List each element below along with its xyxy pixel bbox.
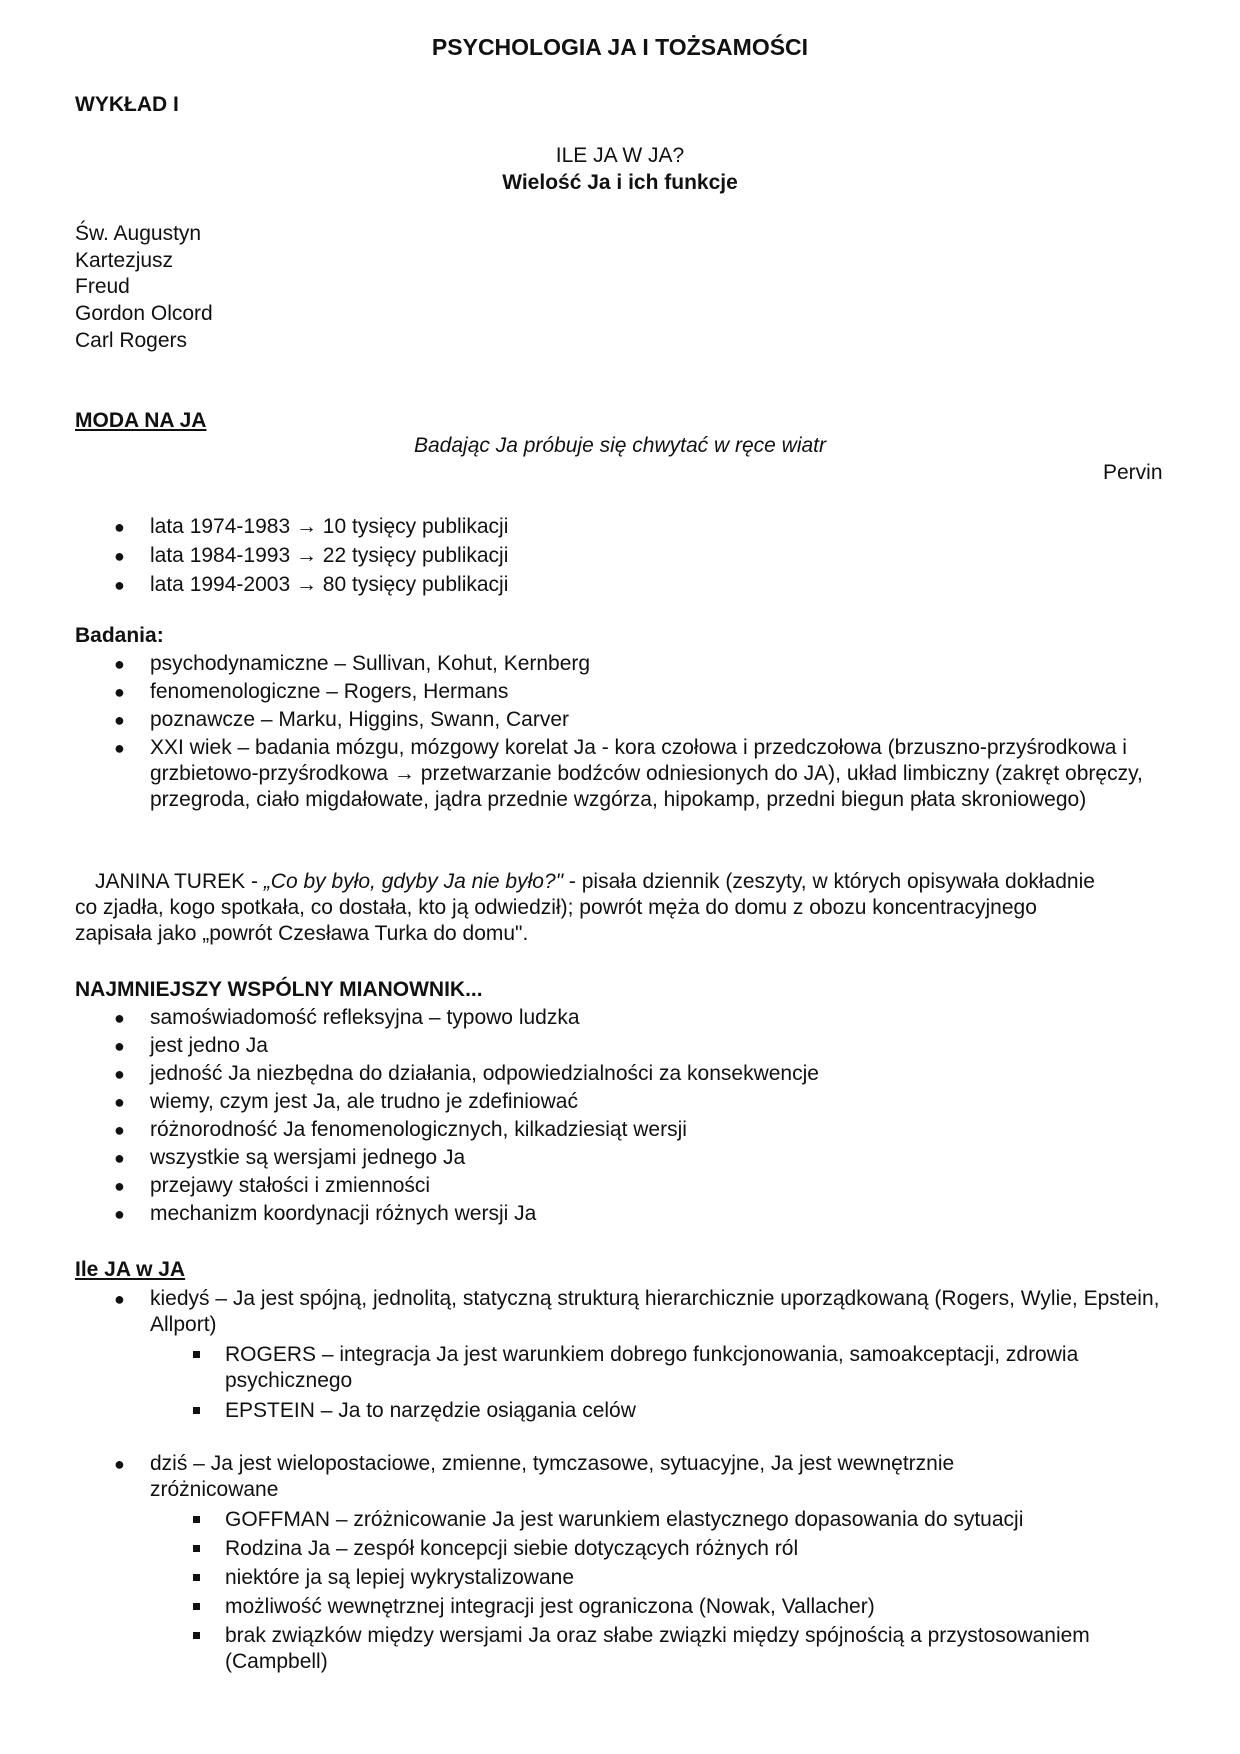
then-sublist [225, 1342, 1165, 1424]
list-item: ● jest jedno Ja [114, 1034, 268, 1057]
subtitle-topic: Wielość Ja i ich funkcje [502, 171, 738, 194]
sublist-item: brak związków między wersjami Ja oraz słabe związki między spójnością a przystosowaniem (Campbell) [225, 1623, 1125, 1675]
list-item: ● samoświadomość refleksyjna – typowo ludzka [114, 1006, 580, 1029]
bullet-icon: ● [114, 1120, 125, 1140]
section-heading-badania: Badania: [75, 624, 164, 647]
then-list [114, 1286, 1160, 1338]
now-list [114, 1451, 1050, 1503]
bullet-icon: ● [114, 1092, 125, 1112]
bullet-icon: ● [114, 1064, 125, 1084]
bullet-icon: ● [114, 517, 125, 537]
bullet-icon: ● [114, 682, 125, 702]
bullet-icon: ● [114, 654, 125, 674]
bullet-icon: ● [114, 1008, 125, 1028]
research-list [114, 651, 1150, 813]
list-item: ● jedność Ja niezbędna do działania, odpowiedzialności za konsekwencje [114, 1062, 819, 1085]
square-bullet-icon [193, 1632, 200, 1639]
sublist-item: EPSTEIN – Ja to narzędzie osiągania celów [225, 1398, 1165, 1424]
square-bullet-icon [193, 1603, 200, 1610]
bullet-icon: ● [114, 1204, 125, 1224]
list-item: ● fenomenologiczne – Rogers, Hermans [114, 680, 509, 703]
name-line: Kartezjusz [75, 249, 174, 272]
common-denominator-list [114, 1005, 1150, 1229]
list-item: ● wszystkie są wersjami jednego Ja [114, 1146, 466, 1169]
name-line: Carl Rogers [75, 329, 188, 352]
bullet-icon: ● [114, 546, 125, 566]
name-line: Freud [75, 275, 130, 298]
publication-list [114, 514, 1170, 598]
sublist-item: możliwość wewnętrznej integracji jest ograniczona (Nowak, Vallacher) [225, 1594, 1125, 1620]
document-title: PSYCHOLOGIA JA I TOŻSAMOŚCI [431, 34, 809, 60]
sublist-item: Rodzina Ja – zespół koncepcji siebie dotyczących różnych ról [225, 1536, 1125, 1562]
list-item: ● lata 1994-2003 → 80 tysięcy publikacji [114, 573, 509, 596]
sublist-item: GOFFMAN – zróżnicowanie Ja jest warunkiem elastycznego dopasowania do sytuacji [225, 1507, 1125, 1533]
list-item: ● XXI wiek – badania mózgu, mózgowy korelat Ja - kora czołowa i przedczołowa (brzuszno-przyśrodkowa i grzbietowo-przyśrodkowa → przetwarzanie bodźców odniesionych do JA), układ limbiczny (zakręt obręczy, przegroda, ciało migdałowate, jądra przednie wzgórza, hipokamp, przedni biegun płata skroniowego) [114, 736, 1143, 811]
list-item: ● lata 1974-1983 → 10 tysięcy publikacji [114, 515, 509, 538]
list-item: ● mechanizm koordynacji różnych wersji Ja [114, 1202, 537, 1225]
sublist-item: ROGERS – integracja Ja jest warunkiem dobrego funkcjonowania, samoakceptacji, zdrowia psychicznego [225, 1342, 1165, 1394]
list-item: ● lata 1984-1993 → 22 tysięcy publikacji [114, 544, 509, 567]
turek-paragraph: JANINA TUREK - „Co by było, gdyby Ja nie było?" - pisała dziennik (zeszyty, w których opisywała dokładnie co zjadła, kogo spotkała, co dostała, kto ją odwiedził); powrót męża do domu z obozu koncentracyjnego zapisała jako „powrót Czesława Turka do domu". [75, 870, 1095, 945]
bullet-icon: ● [114, 738, 125, 758]
lecture-label: WYKŁAD I [75, 93, 179, 116]
list-item: ● różnorodność Ja fenomenologicznych, kilkadziesiąt wersji [114, 1118, 687, 1141]
bullet-icon: ● [114, 1289, 125, 1309]
motto-quote: Badając Ja próbuje się chwytać w ręce wiatr [413, 434, 827, 457]
name-line: Św. Augustyn [75, 222, 202, 245]
list-item: ● kiedyś – Ja jest spójną, jednolitą, statyczną strukturą hierarchicznie uporządkowaną (Rogers, Wylie, Epstein, Allport) [114, 1287, 1160, 1336]
section-heading-ile-ja: Ile JA w JA [75, 1258, 186, 1281]
bullet-icon: ● [114, 575, 125, 595]
section-heading-moda: MODA NA JA [75, 409, 207, 432]
square-bullet-icon [193, 1351, 200, 1358]
name-line: Gordon Olcord [75, 302, 213, 325]
square-bullet-icon [193, 1516, 200, 1523]
square-bullet-icon [193, 1407, 200, 1414]
list-item: ● poznawcze – Marku, Higgins, Swann, Carver [114, 708, 570, 731]
now-sublist [225, 1507, 1125, 1675]
bullet-icon: ● [114, 1176, 125, 1196]
list-item: ● wiemy, czym jest Ja, ale trudno je zdefiniować [114, 1090, 578, 1113]
square-bullet-icon [193, 1545, 200, 1552]
bullet-icon: ● [114, 710, 125, 730]
motto-author: Pervin [1103, 461, 1163, 484]
sublist-item: niektóre ja są lepiej wykrystalizowane [225, 1565, 1125, 1591]
list-item: ● przejawy stałości i zmienności [114, 1174, 431, 1197]
subtitle-question: ILE JA W JA? [555, 144, 685, 167]
list-item: ● dziś – Ja jest wielopostaciowe, zmienne, tymczasowe, sytuacyjne, Ja jest wewnętrznie zróżnicowane [114, 1452, 955, 1501]
bullet-icon: ● [114, 1148, 125, 1168]
square-bullet-icon [193, 1574, 200, 1581]
section-heading-mianownik: NAJMNIEJSZY WSPÓLNY MIANOWNIK... [75, 978, 483, 1001]
bullet-icon: ● [114, 1454, 125, 1474]
list-item: ● psychodynamiczne – Sullivan, Kohut, Kernberg [114, 652, 591, 675]
bullet-icon: ● [114, 1036, 125, 1056]
